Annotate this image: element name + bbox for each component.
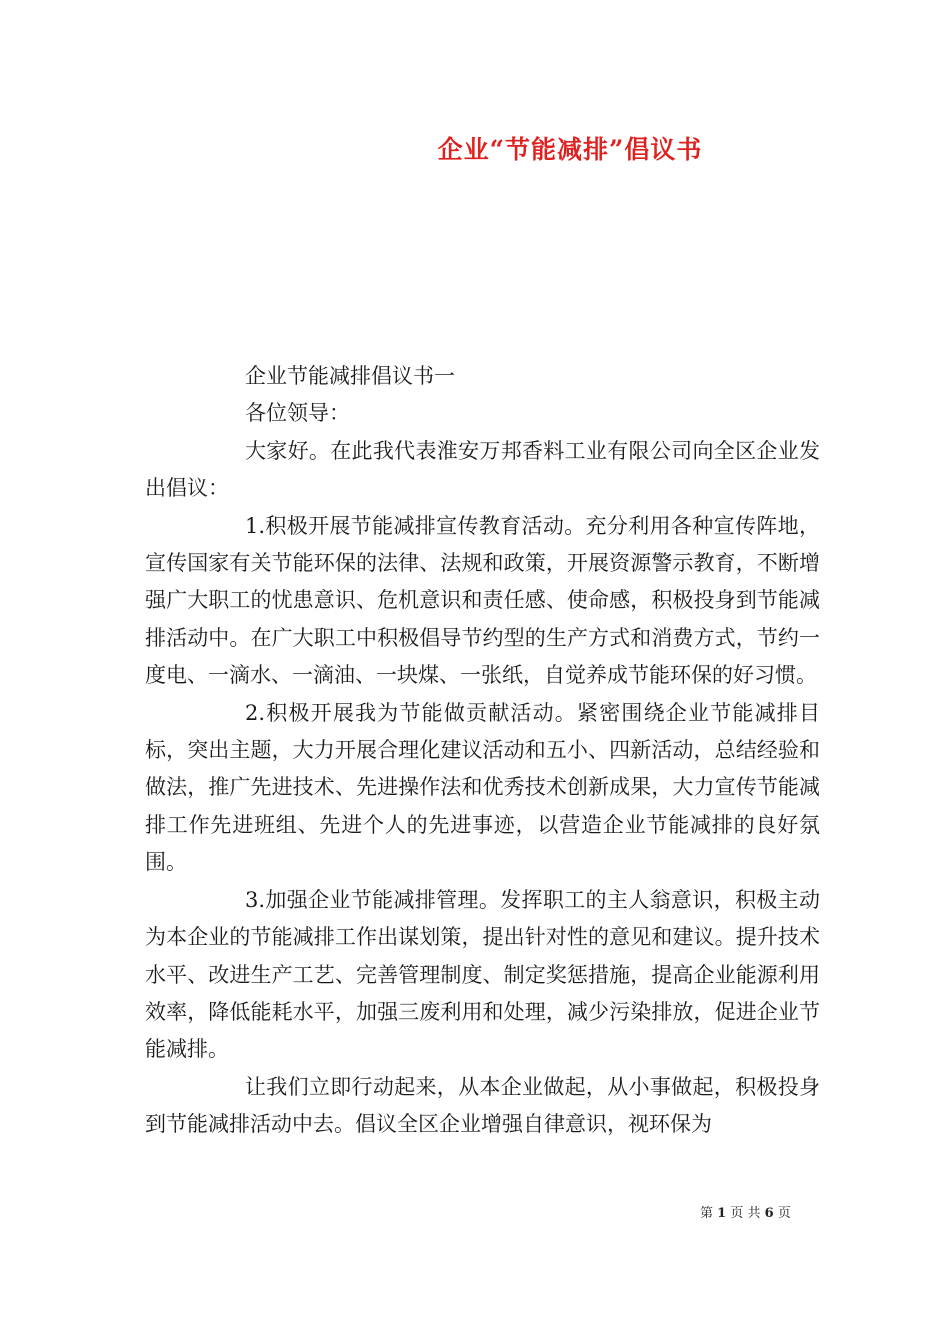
point-paragraph-1: 1.积极开展节能减排宣传教育活动。充分利用各种宣传阵地，宣传国家有关节能环保的法律、法规和政策，开展资源警示教育，不断增强广大职工的忧患意识、危机意识和责任感、使命感，积极投身到节能减排活动中。在广大职工中积极倡导节约型的生产方式和消费方式，节约一度电、一滴水、一滴油、一块煤、一张纸，自觉养成节能环保的好习惯。 (145, 513, 820, 688)
page-number-footer (700, 1202, 791, 1221)
closing-paragraph: 让我们立即行动起来，从本企业做起，从小事做起，积极投身到节能减排活动中去。倡议全区企业增强自律意识，视环保为 (145, 1074, 820, 1137)
salutation: 各位领导： (245, 401, 350, 426)
opening-paragraph: 大家好。在此我代表淮安万邦香料工业有限公司向全区企业发出倡议： (145, 438, 820, 501)
document-subtitle: 企业节能减排倡议书一 (245, 364, 455, 388)
point-paragraph-3: 3.加强企业节能减排管理。发挥职工的主人翁意识，积极主动为本企业的节能减排工作出谋划策，提出针对性的意见和建议。提升技术水平、改进生产工艺、完善管理制度、制定奖惩措施，提高企业能源利用效率，降低能耗水平，加强三废利用和处理，减少污染排放，促进企业节能减排。 (145, 887, 820, 1062)
footer-prefix: 第 (700, 1206, 714, 1221)
footer-suffix: 页 (777, 1206, 791, 1221)
document-body (145, 358, 820, 1144)
footer-current-page: 1 (717, 1206, 727, 1221)
footer-middle: 页 共 (730, 1206, 761, 1221)
footer-total-pages: 6 (764, 1206, 774, 1221)
point-paragraph-2: 2.积极开展我为节能做贡献活动。紧密围绕企业节能减排目标，突出主题，大力开展合理化建议活动和五小、四新活动，总结经验和做法，推广先进技术、先进操作法和优秀技术创新成果，大力宣传节能减排工作先进班组、先进个人的先进事迹，以营造企业节能减排的良好氛围。 (145, 700, 820, 875)
document-title: 企业“节能减排”倡议书 (437, 135, 703, 164)
